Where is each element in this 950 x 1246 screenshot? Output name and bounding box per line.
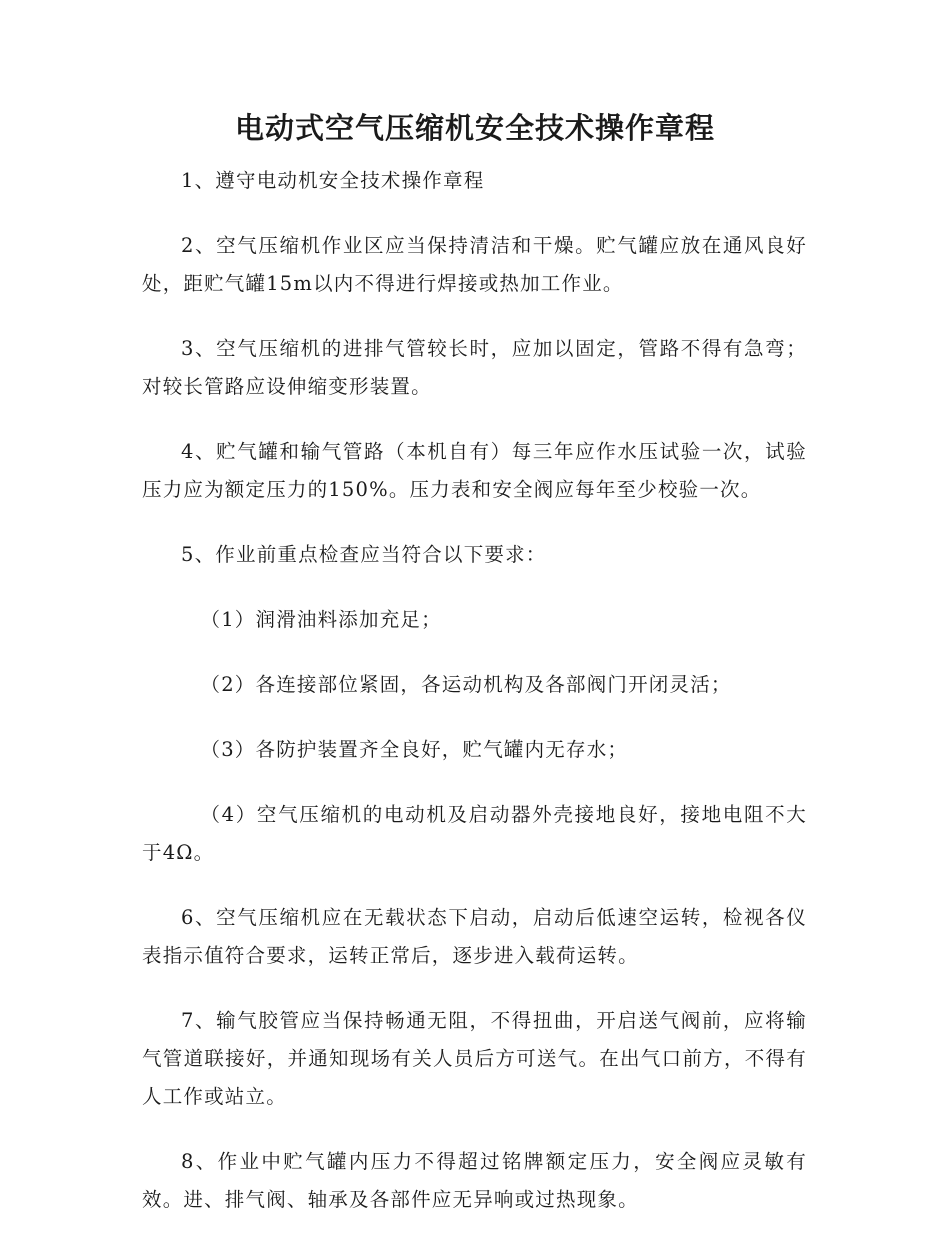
sub-item-2: （2）各连接部位紧固，各运动机构及各部阀门开闭灵活； — [200, 673, 732, 696]
sub-item-1: （1）润滑油料添加充足； — [200, 608, 442, 631]
paragraph-3: 3、空气压缩机的进排气管较长时，应加以固定，管路不得有急弯；对较长管路应设伸缩变形装置。 — [142, 337, 807, 398]
paragraph-8: 8、作业中贮气罐内压力不得超过铭牌额定压力，安全阀应灵敏有效。进、排气阀、轴承及各部件应无异响或过热现象。 — [142, 1150, 807, 1211]
paragraph-4: 4、贮气罐和输气管路（本机自有）每三年应作水压试验一次，试验压力应为额定压力的150%。压力表和安全阀应每年至少校验一次。 — [142, 440, 807, 501]
sub-item-4: （4）空气压缩机的电动机及启动器外壳接地良好，接地电阻不大于4Ω。 — [142, 803, 807, 864]
paragraph-2: 2、空气压缩机作业区应当保持清洁和干燥。贮气罐应放在通风良好处，距贮气罐15m以内不得进行焊接或热加工作业。 — [142, 234, 807, 295]
paragraph-7: 7、输气胶管应当保持畅通无阻，不得扭曲，开启送气阀前，应将输气管道联接好，并通知现场有关人员后方可送气。在出气口前方，不得有人工作或站立。 — [142, 1009, 807, 1108]
document-title: 电动式空气压缩机安全技术操作章程 — [234, 111, 715, 145]
sub-item-3: （3）各防护装置齐全良好，贮气罐内无存水； — [200, 738, 629, 761]
paragraph-6: 6、空气压缩机应在无载状态下启动，启动后低速空运转，检视各仪表指示值符合要求，运转正常后，逐步进入载荷运转。 — [142, 906, 807, 967]
paragraph-1: 1、遵守电动机安全技术操作章程 — [181, 169, 485, 192]
paragraph-5: 5、作业前重点检查应当符合以下要求： — [181, 543, 547, 566]
document-body — [142, 162, 807, 1246]
